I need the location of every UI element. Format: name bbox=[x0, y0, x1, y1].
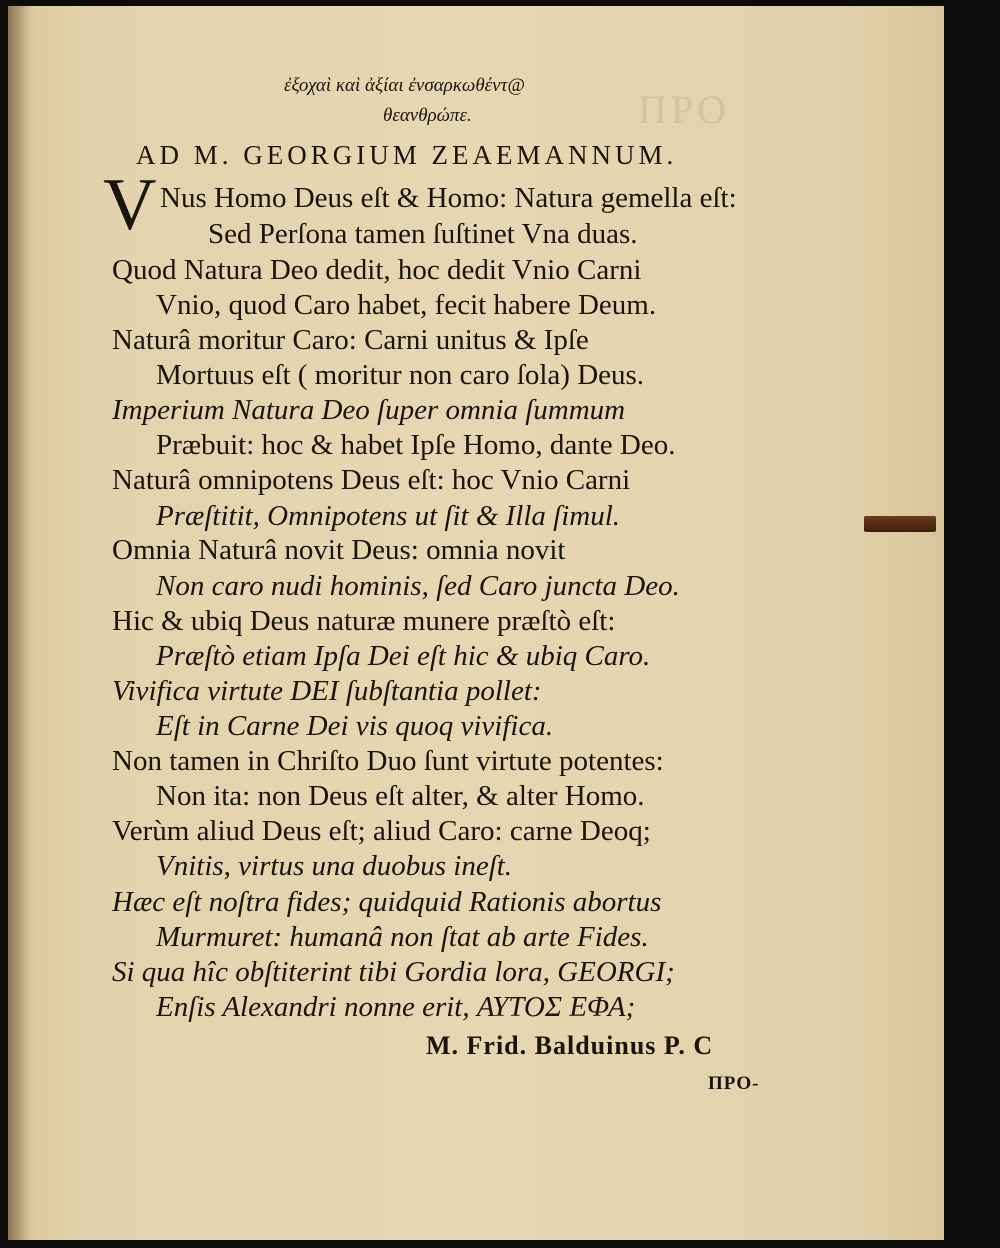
page-marker-tab bbox=[864, 516, 936, 532]
poem-line: Hæc eſt noſtra fides; quidquid Rationis abortus bbox=[112, 886, 662, 918]
poem-line: Naturâ moritur Caro: Carni unitus & Ipſe bbox=[112, 324, 589, 356]
gutter-shadow bbox=[8, 6, 30, 1240]
poem-line: Hic & ubiq Deus naturæ munere præſtò eſt: bbox=[112, 605, 616, 637]
poem-line: Enſis Alexandri nonne erit, ΑΥΤΟΣ ΕΦΑ; bbox=[156, 991, 636, 1023]
poem-line: Omnia Naturâ novit Deus: omnia novit bbox=[112, 534, 566, 566]
poem-line: Mortuus eſt ( moritur non caro ſola) Deus. bbox=[156, 359, 645, 391]
poem-line: Non ita: non Deus eſt alter, & alter Homo. bbox=[156, 780, 645, 812]
book-page bbox=[8, 6, 944, 1240]
poem-line: Non caro nudi hominis, ſed Caro juncta Deo. bbox=[156, 570, 680, 602]
poem-line: Nus Homo Deus eſt & Homo: Natura gemella eſt: bbox=[160, 182, 737, 214]
poem-line: Naturâ omnipotens Deus eſt: hoc Vnio Carni bbox=[112, 464, 631, 496]
poem-line: Imperium Natura Deo ſuper omnia ſummum bbox=[112, 394, 626, 426]
poem-line: Præſtitit, Omnipotens ut ſit & Illa ſimul. bbox=[156, 500, 621, 532]
poem-line: Præſtò etiam Ipſa Dei eſt hic & ubiq Caro. bbox=[156, 640, 651, 672]
catchword: ΠΡΟ- bbox=[708, 1073, 760, 1094]
poem-line: Non tamen in Chriſto Duo ſunt virtute potentes: bbox=[112, 745, 664, 777]
poem-line: Vnio, quod Caro habet, fecit habere Deum. bbox=[156, 289, 657, 321]
greek-epigraph-line-2: θεανθρώπε. bbox=[383, 105, 472, 126]
poem-line: Vnitis, virtus una duobus ineſt. bbox=[156, 850, 513, 882]
poem-line: Præbuit: hoc & habet Ipſe Homo, dante Deo. bbox=[156, 429, 676, 461]
poem-line: Verùm aliud Deus eſt; aliud Caro: carne Deoq; bbox=[112, 815, 651, 847]
author-signature: M. Frid. Balduinus P. C bbox=[426, 1031, 714, 1060]
poem-line: Murmuret: humanâ non ſtat ab arte Fides. bbox=[156, 921, 649, 953]
poem-line: Vivifica virtute DEI ſubſtantia pollet: bbox=[112, 675, 542, 707]
drop-capital: V bbox=[103, 164, 157, 246]
poem-line: Eſt in Carne Dei vis quoq vivifica. bbox=[156, 710, 554, 742]
poem-line: Sed Perſona tamen ſuſtinet Vna duas. bbox=[208, 218, 638, 250]
bleed-through-text: ΠΡΟ bbox=[638, 87, 731, 132]
greek-epigraph-line-1: ἐξοχαὶ καὶ ἀξίαι ἐνσαρκωθέντ@ bbox=[284, 75, 525, 96]
poem-heading: AD M. GEORGIUM ZEAEMANNUM. bbox=[136, 140, 678, 170]
poem-line: Si qua hîc obſtiterint tibi Gordia lora, GEORGI; bbox=[112, 956, 675, 988]
poem-line: Quod Natura Deo dedit, hoc dedit Vnio Carni bbox=[112, 254, 642, 286]
